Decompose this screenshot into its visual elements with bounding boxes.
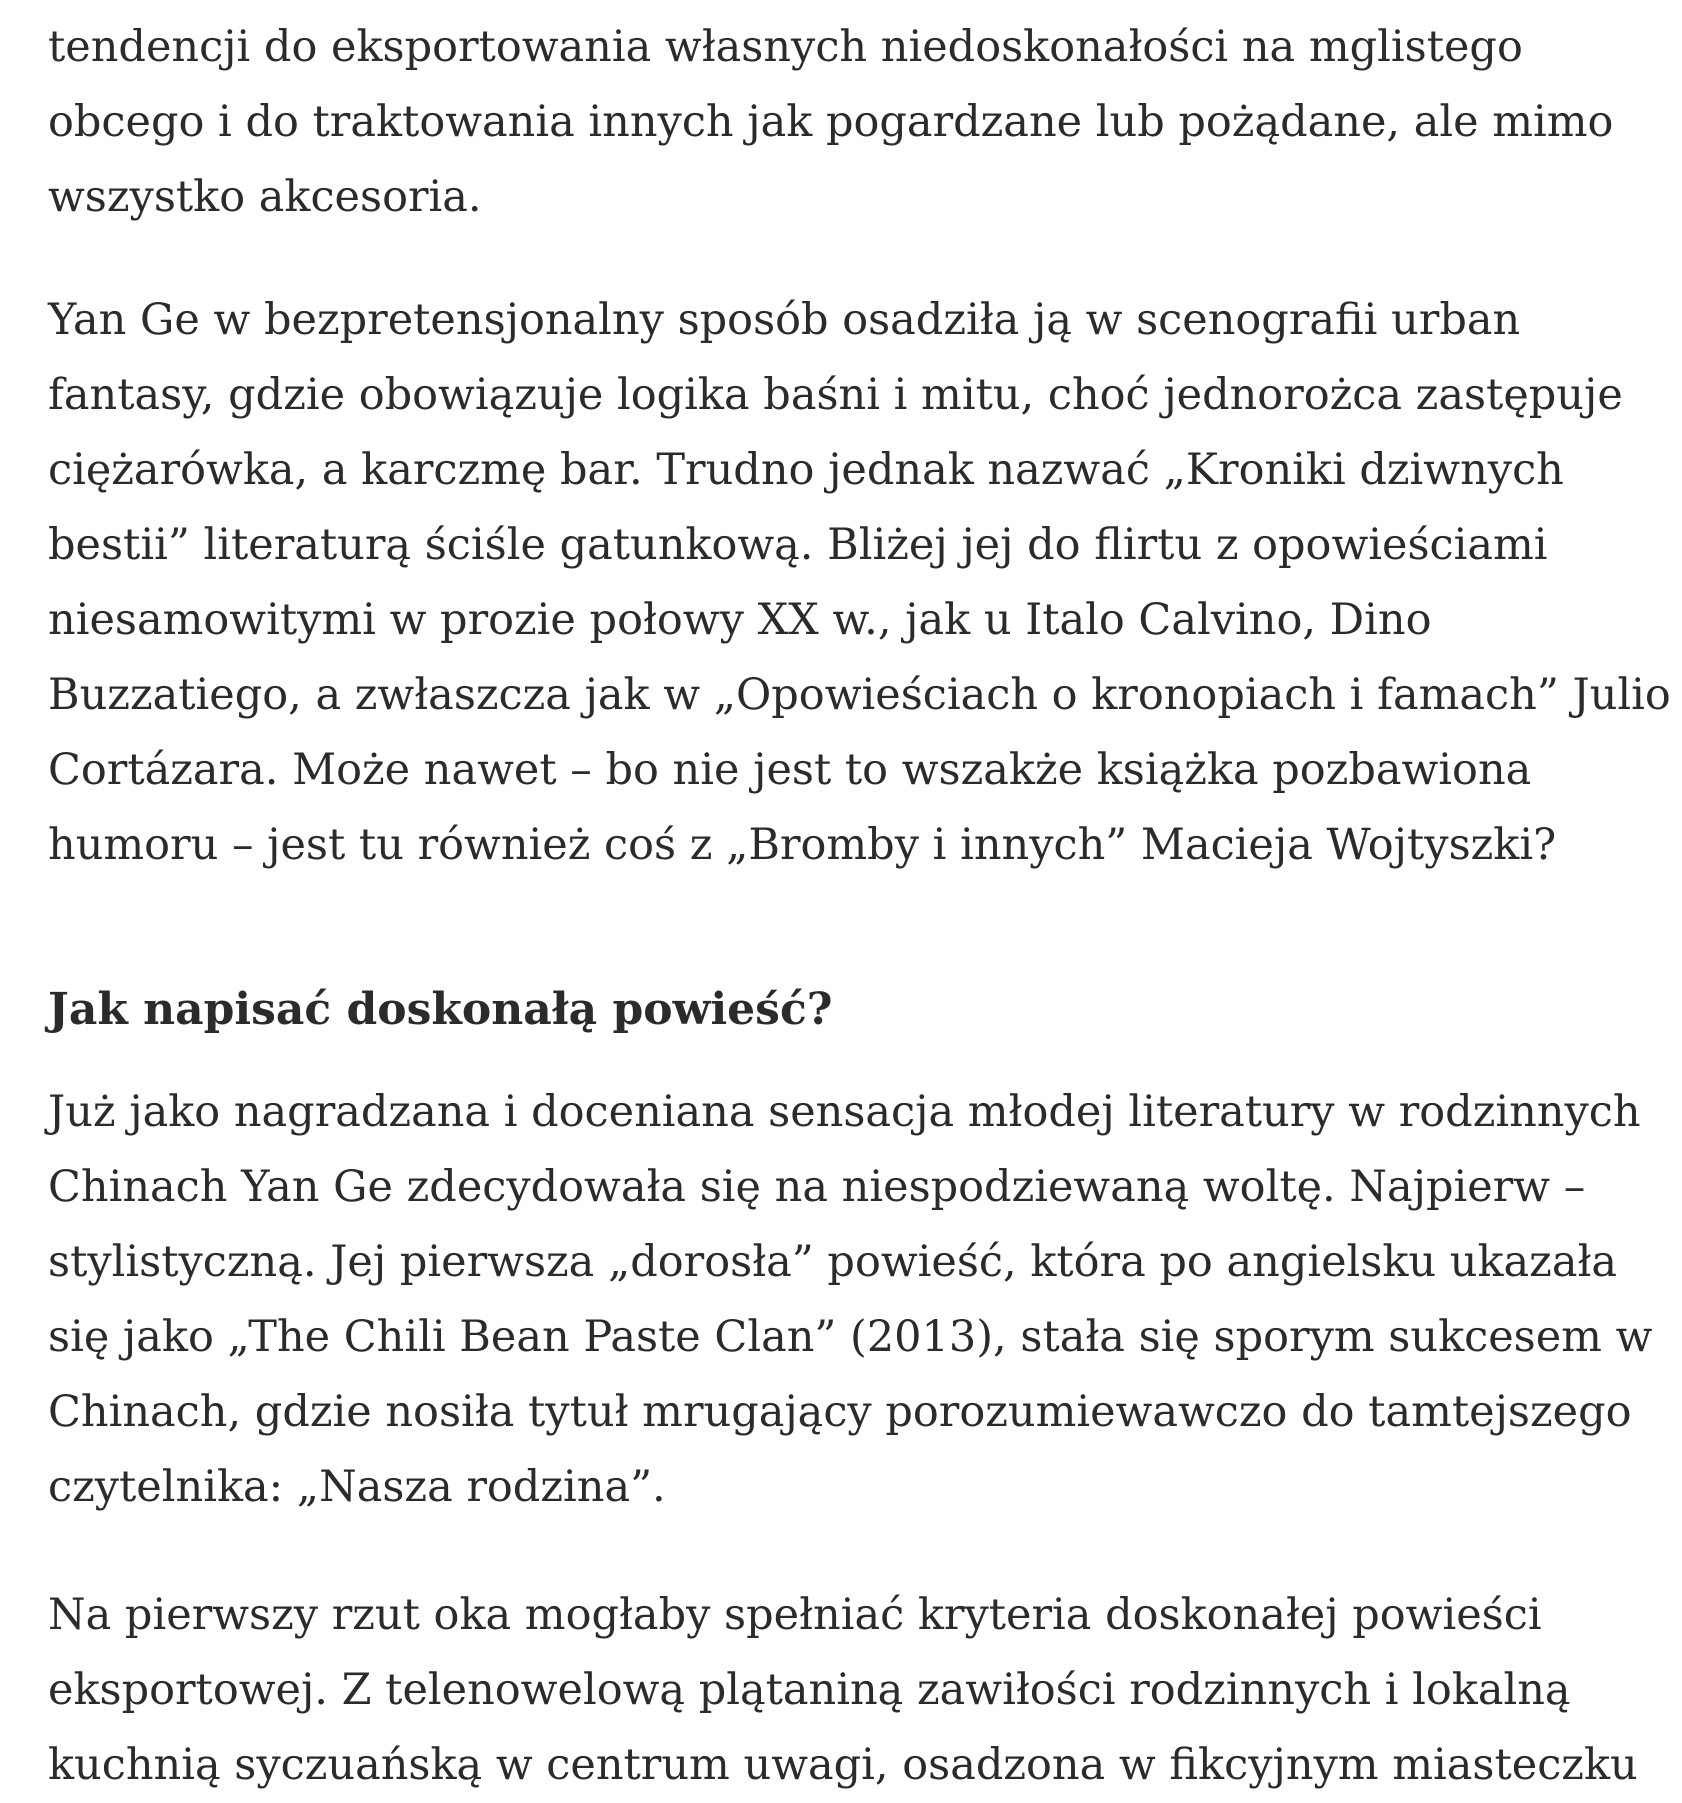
text-line: humoru – jest tu również coś z „Bromby i innych” Macieja Wojtyszki?: [48, 820, 1557, 870]
text-line: bestii” literaturą ściśle gatunkową. Bliżej jej do flirtu z opowieściami: [48, 520, 1548, 570]
text-line: Buzzatiego, a zwłaszcza jak w „Opowieściach o kronopiach i famach” Julio: [48, 670, 1671, 720]
paragraph-2: [48, 283, 1671, 883]
paragraph-1: [48, 10, 1648, 235]
text-line: ciężarówka, a karczmę bar. Trudno jednak nazwać „Kroniki dziwnych: [48, 445, 1564, 495]
text-line: eksportowej. Z telenowelową plątaniną zawiłości rodzinnych i lokalną: [48, 1665, 1571, 1715]
text-line: Yan Ge w bezpretensjonalny sposób osadziła ją w scenografii urban: [48, 295, 1521, 345]
text-line: fantasy, gdzie obowiązuje logika baśni i mitu, choć jednorożca zastępuje: [48, 370, 1623, 420]
text-line: tendencji do eksportowania własnych niedoskonałości na mglistego: [48, 22, 1523, 72]
text-line: wszystko akcesoria.: [48, 172, 482, 222]
text-line: Chinach, gdzie nosiła tytuł mrugający porozumiewawczo do tamtejszego: [48, 1387, 1632, 1437]
text-line: się jako „The Chili Bean Paste Clan” (2013), stała się sporym sukcesem w: [48, 1312, 1653, 1362]
text-line: stylistyczną. Jej pierwsza „dorosła” powieść, która po angielsku ukazała: [48, 1237, 1618, 1287]
text-line: Na pierwszy rzut oka mogłaby spełniać kryteria doskonałej powieści: [48, 1590, 1542, 1640]
text-line: Cortázara. Może nawet – bo nie jest to wszakże książka pozbawiona: [48, 745, 1532, 795]
paragraph-4: [48, 1578, 1648, 1803]
text-line: Chinach Yan Ge zdecydowała się na niespodziewaną woltę. Najpierw –: [48, 1162, 1586, 1212]
paragraph-3: [48, 1075, 1653, 1525]
text-line: czytelnika: „Nasza rodzina”.: [48, 1462, 666, 1512]
text-line: Już jako nagradzana i doceniana sensacja młodej literatury w rodzinnych: [48, 1087, 1641, 1137]
section-heading: Jak napisać doskonałą powieść?: [48, 983, 833, 1035]
text-line: niesamowitymi w prozie połowy XX w., jak u Italo Calvino, Dino: [48, 595, 1432, 645]
text-line: kuchnią syczuańską w centrum uwagi, osadzona w fikcyjnym miasteczku: [48, 1740, 1638, 1790]
text-line: obcego i do traktowania innych jak pogardzane lub pożądane, ale mimo: [48, 97, 1614, 147]
